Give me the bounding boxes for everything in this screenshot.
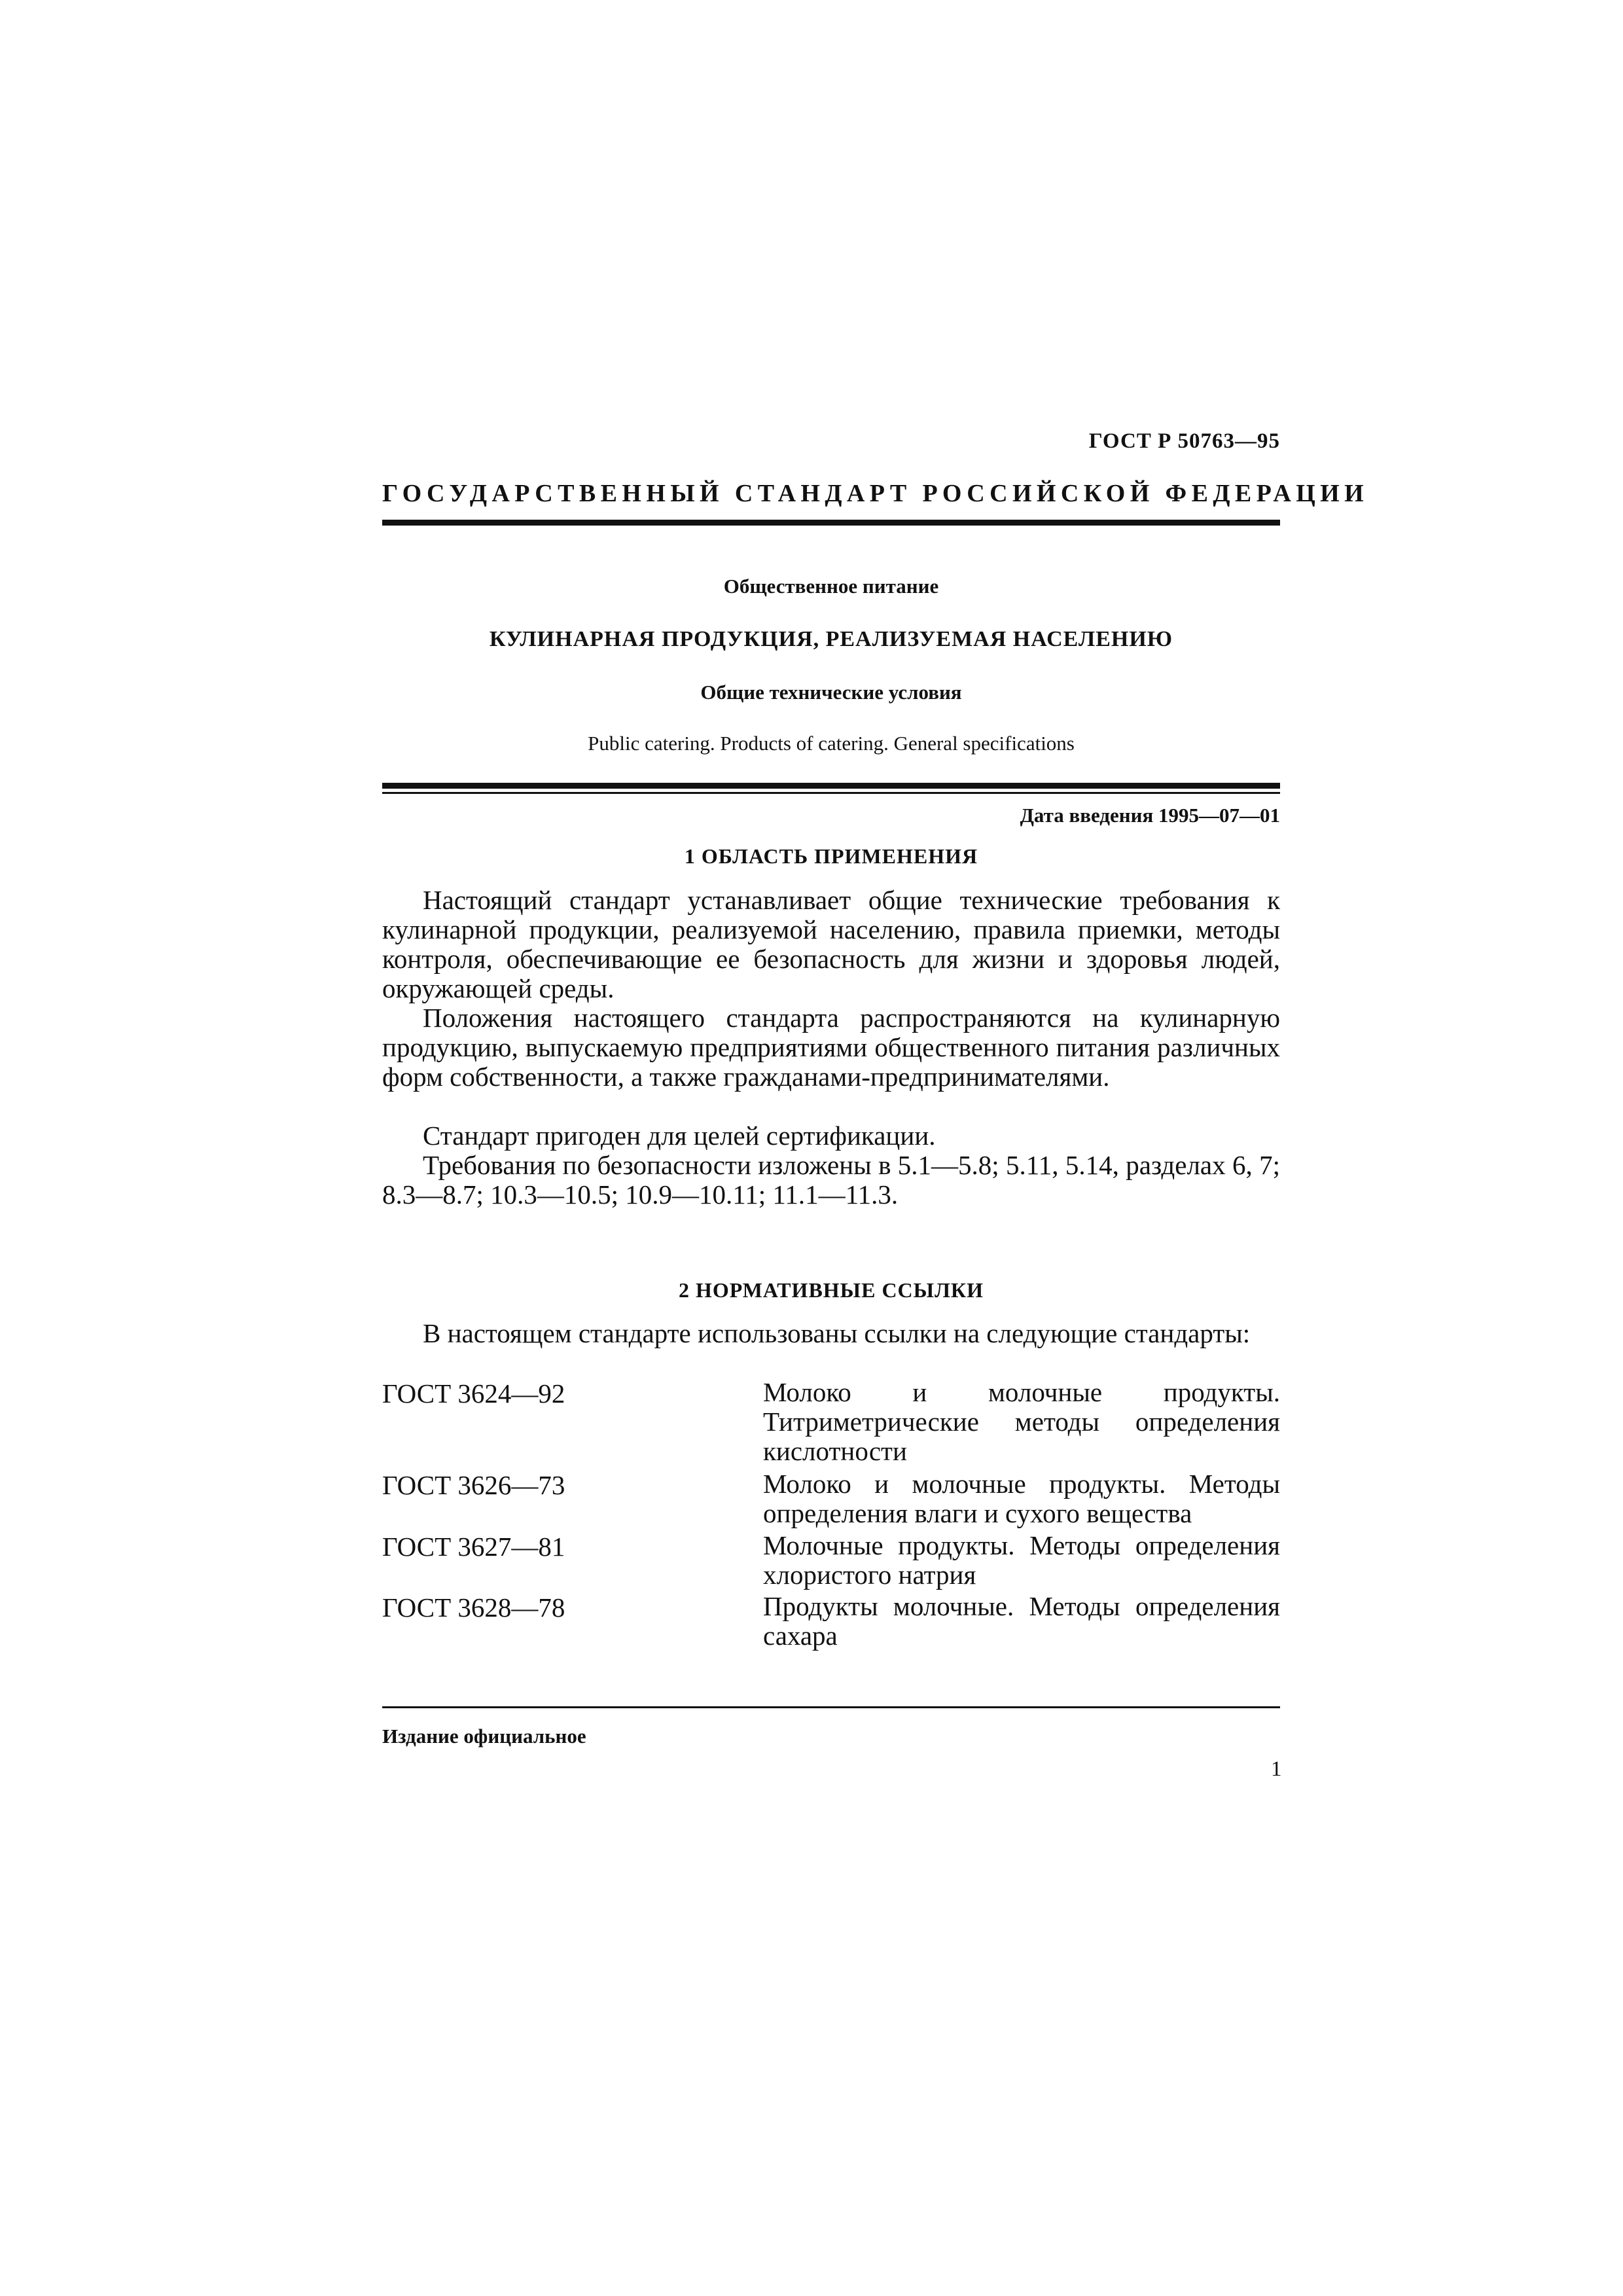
section1-paragraph-2: Положения настоящего стандарта распространяются на кулинарную продукцию, выпускаемую предприятиями общественного питания различных форм собственности, а также гражданами-предпринимателями.: [382, 1003, 1280, 1092]
main-title: КУЛИНАРНАЯ ПРОДУКЦИЯ, РЕАЛИЗУЕМАЯ НАСЕЛЕНИЮ: [489, 627, 1173, 651]
section1-paragraph-3: Стандарт пригоден для целей сертификации.: [423, 1121, 936, 1151]
english-title: Public catering. Products of catering. General specifications: [588, 732, 1075, 755]
header-rule: [382, 520, 1280, 526]
standard-title: ГОСУДАРСТВЕННЫЙ СТАНДАРТ РОССИЙСКОЙ ФЕДЕРАЦИИ: [382, 480, 1369, 507]
section1-heading: 1 ОБЛАСТЬ ПРИМЕНЕНИЯ: [684, 844, 978, 868]
title-rule-thin: [382, 792, 1280, 794]
subtitle: Общие технические условия: [700, 681, 962, 704]
page-number: 1: [1271, 1757, 1282, 1781]
reference-code: ГОСТ 3628—78: [382, 1592, 565, 1623]
reference-title: Молочные продукты. Методы определения хлористого натрия: [763, 1530, 1280, 1590]
document-code: ГОСТ Р 50763—95: [1088, 429, 1280, 453]
edition-note: Издание официальное: [382, 1725, 586, 1748]
section2-heading: 2 НОРМАТИВНЫЕ ССЫЛКИ: [678, 1278, 984, 1302]
reference-code: ГОСТ 3626—73: [382, 1470, 565, 1500]
section1-paragraph-1: Настоящий стандарт устанавливает общие технические требования к кулинарной продукции, реализуемой населению, правила приемки, методы контроля, обеспечивающие ее безопасность для жизни и здоровья людей, окружающей среды.: [382, 885, 1280, 1003]
reference-title: Молоко и молочные продукты. Титриметрические методы определения кислотности: [763, 1377, 1280, 1466]
category-line: Общественное питание: [723, 575, 939, 598]
introduction-date: Дата введения 1995—07—01: [1020, 804, 1280, 827]
section2-intro: В настоящем стандарте использованы ссылки на следующие стандарты:: [423, 1318, 1251, 1348]
section1-paragraph-4: Требования по безопасности изложены в 5.1—5.8; 5.11, 5.14, разделах 6, 7; 8.3—8.7; 10.3—10.5; 10.9—10.11; 11.1—11.3.: [382, 1150, 1280, 1210]
reference-code: ГОСТ 3624—92: [382, 1378, 565, 1408]
title-rule-thick: [382, 783, 1280, 789]
reference-title: Молоко и молочные продукты. Методы определения влаги и сухого вещества: [763, 1469, 1280, 1528]
reference-code: ГОСТ 3627—81: [382, 1532, 565, 1562]
footer-rule: [382, 1706, 1280, 1708]
reference-title: Продукты молочные. Методы определения сахара: [763, 1591, 1280, 1651]
